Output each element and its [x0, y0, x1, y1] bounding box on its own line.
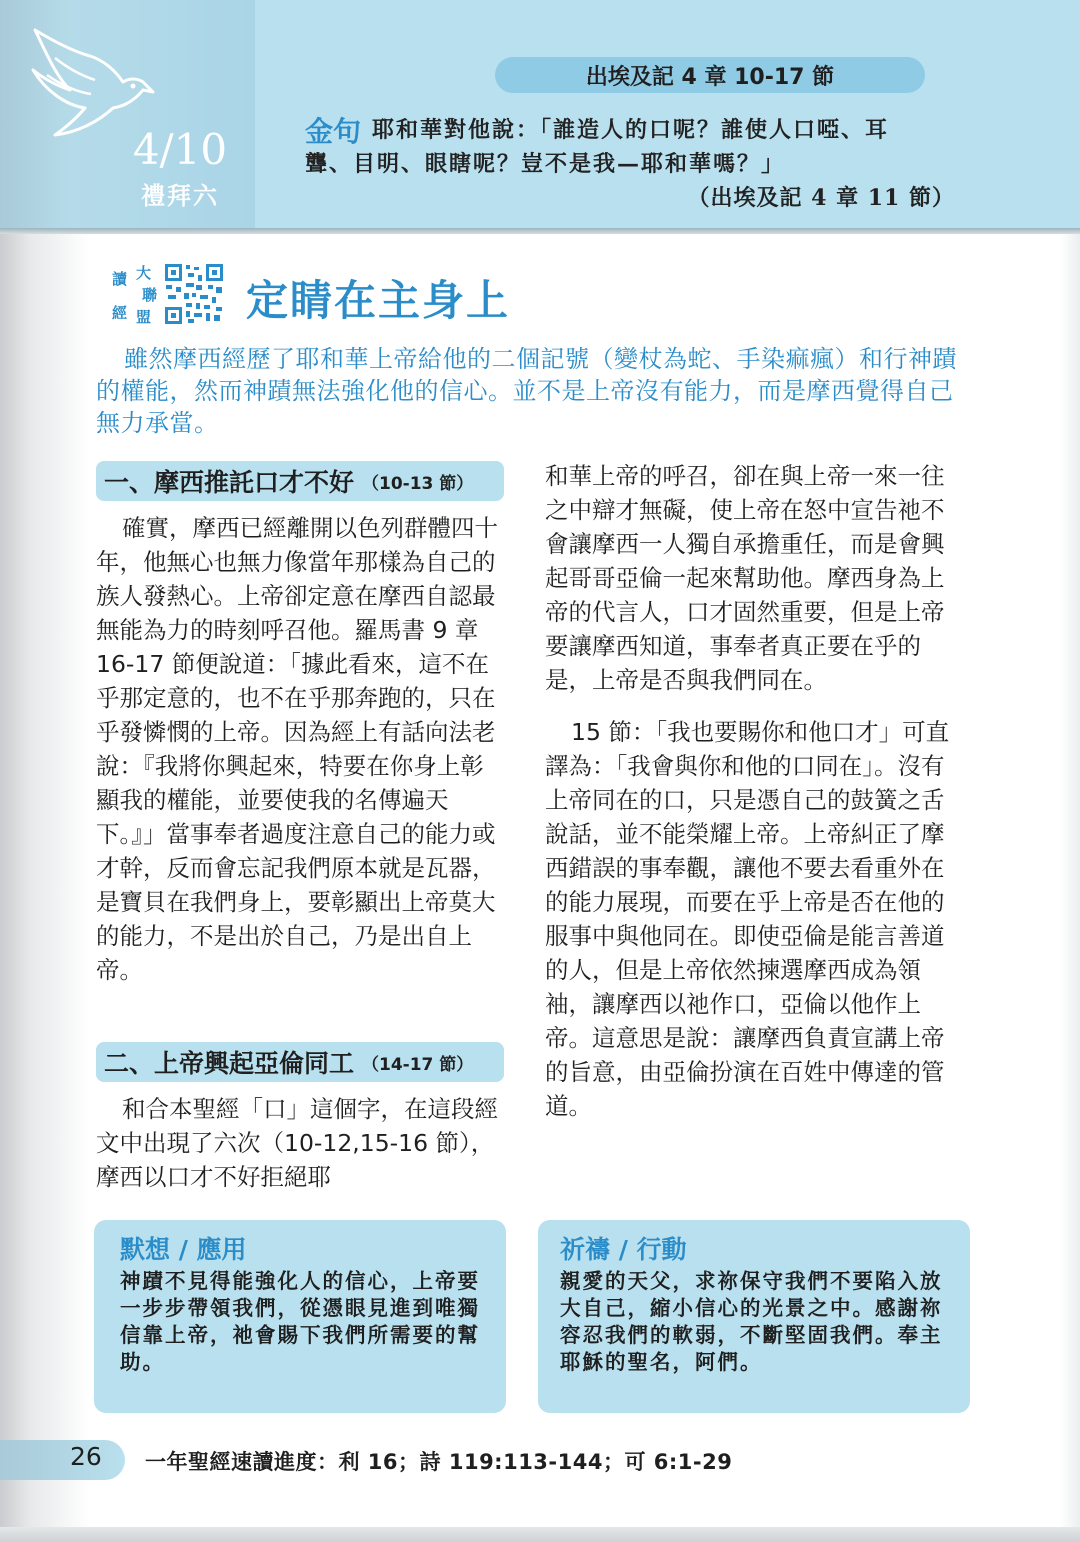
prayer-body: 親愛的天父，求祢保守我們不要陷入放大自己，縮小信心的光景之中。感謝祢容忍我們的軟弱，不斷堅固我們。奉主耶穌的聖名，阿們。 — [560, 1269, 943, 1374]
date: 4/10 — [132, 125, 228, 174]
section-1-title: 一、摩西推託口才不好 — [104, 468, 355, 497]
golden-verse-line-1: 耶和華對他說：「誰造人的口呢？誰使人口啞、耳 — [372, 117, 890, 143]
section-1-body — [96, 511, 506, 987]
scripture-reference: 出埃及記 4 章 10-17 節 — [495, 57, 925, 93]
intro-paragraph: 雖然摩西經歷了耶和華上帝給他的二個記號（變杖為蛇、手染痲瘋）和行神蹟的權能，然而神蹟無法強化他的信心。並不是上帝沒有能力，而是摩西覺得自己無力承當。 — [96, 345, 957, 437]
header-divider — [0, 228, 1080, 234]
page-number-tab — [0, 1440, 125, 1480]
prayer-title: 祈禱 / 行動 — [560, 1235, 687, 1264]
right-column — [545, 459, 955, 1123]
section-2-heading — [96, 1042, 504, 1082]
section-2-title: 二、上帝興起亞倫同工 — [104, 1049, 355, 1078]
section-1-paragraph: 確實，摩西已經離開以色列群體四十年，他無心也無力像當年那樣為自己的族人發熱心。上帝卻定意在摩西自認最無能為力的時刻呼召他。羅馬書 9 章 16-17 節便說道：「據此看來，這不在乎那定意的，也不在乎那奔跑的，只在乎發憐憫的上帝。因為經上有話向法老說：『我將你興起來，特要在你身上彰顯我的權能，並要使我的名傳遍天下。』」當事奉者過度注意自己的能力或才幹，反而會忘記我們原本就是瓦器，是寶貝在我們身上，要彰顯出上帝莫大的能力，不是出於自己，乃是出自上帝。 — [96, 514, 498, 984]
reading-progress: 一年聖經速讀進度：利 16；詩 119:113-144；可 6:1-29 — [145, 1450, 733, 1474]
meditation-title: 默想 / 應用 — [120, 1235, 247, 1264]
qr-label-char: 讀 — [112, 270, 128, 288]
section-1-range: （10-13 節） — [362, 473, 474, 494]
right-paragraph-2: 15 節：「我也要賜你和他口才」可直譯為：「我會與你和他的口同在」。沒有上帝同在的口，只是憑自己的鼓簧之舌說話，並不能榮耀上帝。上帝糾正了摩西錯誤的事奉觀，讓他不要去看重外在的能力展現，而要在乎上帝是否在他的服事中與他同在。即使亞倫是能言善道的人，但是上帝依然揀選摩西成為領袖，讓摩西以祂作口，亞倫以他作上帝。這意思是說：讓摩西負責宣講上帝的旨意，由亞倫扮演在百姓中傳達的管道。 — [545, 718, 950, 1120]
meditation-box — [94, 1220, 506, 1413]
page-bottom-edge — [0, 1527, 1080, 1541]
golden-verse-label: 金句 — [305, 115, 362, 148]
qr-label — [112, 262, 164, 326]
page-title: 定睛在主身上 — [246, 276, 511, 325]
page-number: 26 — [70, 1442, 102, 1471]
section-2-range: （14-17 節） — [362, 1054, 474, 1075]
golden-verse-reference: （出埃及記 4 章 11 節） — [687, 185, 955, 211]
section-2-paragraph: 和合本聖經「口」這個字，在這段經文中出現了六次（10-12,15-16 節），摩西以口才不好拒絕耶 — [96, 1095, 498, 1191]
weekday: 禮拜六 — [141, 182, 219, 210]
qr-label-char: 盟 — [136, 308, 152, 326]
qr-code-icon[interactable] — [164, 263, 224, 325]
prayer-box — [538, 1220, 970, 1413]
golden-verse-line-2: 聾、目明、眼瞎呢？豈不是我—耶和華嗎？」 — [305, 151, 786, 177]
qr-label-char: 聯 — [142, 286, 158, 304]
right-paragraph-1: 和華上帝的呼召，卻在與上帝一來一往之中辯才無礙，使上帝在怒中宣告祂不會讓摩西一人獨自承擔重任，而是會興起哥哥亞倫一起來幫助他。摩西身為上帝的代言人，口才固然重要，但是上帝要讓摩西知道，事奉者真正要在乎的是，上帝是否與我們同在。 — [545, 462, 945, 694]
qr-label-char: 經 — [112, 304, 128, 322]
meditation-body: 神蹟不見得能強化人的信心，上帝要一步步帶領我們，從憑眼見進到唯獨信靠上帝，祂會賜下我們所需要的幫助。 — [120, 1269, 480, 1374]
section-1-heading — [96, 461, 504, 501]
qr-label-char: 大 — [136, 264, 152, 282]
section-2-body — [96, 1092, 506, 1194]
